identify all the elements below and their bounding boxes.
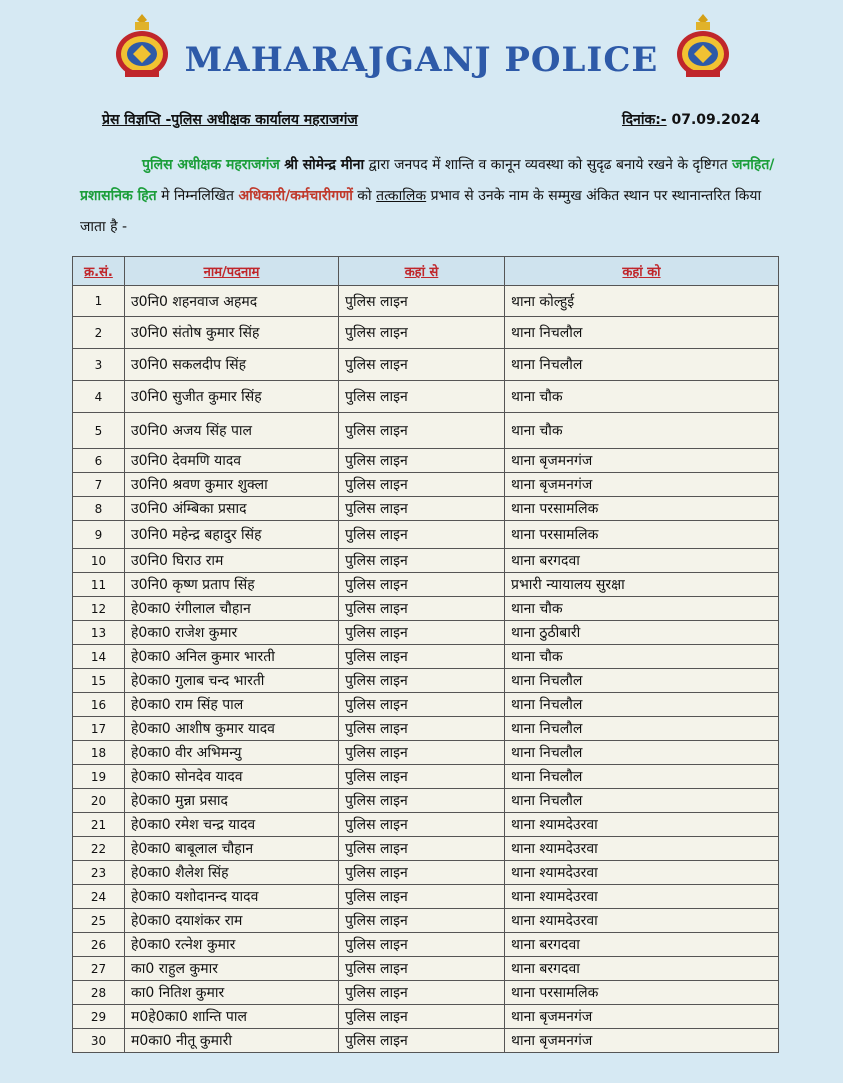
cell-name: हे0का0 रंगीलाल चौहान xyxy=(125,597,339,621)
cell-name: उ0नि0 देवमणि यादव xyxy=(125,449,339,473)
cell-from: पुलिस लाइन xyxy=(339,645,505,669)
col-header-to: कहां को xyxy=(505,257,779,286)
table-row xyxy=(73,741,779,765)
cell-name: म0हे0का0 शान्ति पाल xyxy=(125,1005,339,1029)
table-row xyxy=(73,286,779,317)
cell-serial: 17 xyxy=(73,717,125,741)
table-row xyxy=(73,837,779,861)
cell-serial: 13 xyxy=(73,621,125,645)
table-row xyxy=(73,789,779,813)
cell-to: थाना निचलौल xyxy=(505,765,779,789)
cell-serial: 10 xyxy=(73,549,125,573)
intro-public-interest: जनहित/प्रशासनिक हित xyxy=(80,157,775,204)
cell-to: थाना बरगदवा xyxy=(505,549,779,573)
cell-serial: 15 xyxy=(73,669,125,693)
table-body xyxy=(73,286,779,1053)
cell-from: पुलिस लाइन xyxy=(339,717,505,741)
cell-from: पुलिस लाइन xyxy=(339,286,505,317)
cell-serial: 11 xyxy=(73,573,125,597)
cell-from: पुलिस लाइन xyxy=(339,381,505,413)
cell-serial: 8 xyxy=(73,497,125,521)
cell-serial: 23 xyxy=(73,861,125,885)
page-header xyxy=(0,0,843,95)
cell-to: थाना बृजमनगंज xyxy=(505,1005,779,1029)
cell-serial: 3 xyxy=(73,349,125,381)
intro-sp-title: पुलिस अधीक्षक महराजगंज xyxy=(142,157,280,173)
cell-to: थाना निचलौल xyxy=(505,693,779,717)
table-row xyxy=(73,669,779,693)
cell-from: पुलिस लाइन xyxy=(339,693,505,717)
cell-name: म0का0 नीतू कुमारी xyxy=(125,1029,339,1053)
table-row xyxy=(73,981,779,1005)
table-row xyxy=(73,1029,779,1053)
cell-from: पुलिस लाइन xyxy=(339,549,505,573)
cell-name: उ0नि0 घिराउ राम xyxy=(125,549,339,573)
cell-to: थाना श्यामदेउरवा xyxy=(505,837,779,861)
cell-serial: 1 xyxy=(73,286,125,317)
cell-serial: 6 xyxy=(73,449,125,473)
cell-to: थाना कोल्हुई xyxy=(505,286,779,317)
cell-from: पुलिस लाइन xyxy=(339,597,505,621)
table-row xyxy=(73,909,779,933)
cell-name: हे0का0 वीर अभिमन्यु xyxy=(125,741,339,765)
cell-to: थाना श्यामदेउरवा xyxy=(505,861,779,885)
cell-name: हे0का0 राम सिंह पाल xyxy=(125,693,339,717)
cell-from: पुलिस लाइन xyxy=(339,765,505,789)
cell-from: पुलिस लाइन xyxy=(339,497,505,521)
cell-from: पुलिस लाइन xyxy=(339,669,505,693)
cell-to: थाना चौक xyxy=(505,597,779,621)
table-row xyxy=(73,933,779,957)
cell-from: पुलिस लाइन xyxy=(339,413,505,449)
cell-serial: 5 xyxy=(73,413,125,449)
cell-name: हे0का0 यशोदानन्द यादव xyxy=(125,885,339,909)
table-row xyxy=(73,621,779,645)
cell-serial: 29 xyxy=(73,1005,125,1029)
table-row xyxy=(73,349,779,381)
cell-name: उ0नि0 संतोष कुमार सिंह xyxy=(125,317,339,349)
table-row xyxy=(73,765,779,789)
cell-from: पुलिस लाइन xyxy=(339,789,505,813)
cell-name: हे0का0 गुलाब चन्द भारती xyxy=(125,669,339,693)
cell-to: थाना चौक xyxy=(505,645,779,669)
transfer-table xyxy=(72,256,779,1053)
page-title: MAHARAJGANJ POLICE xyxy=(184,40,659,80)
cell-serial: 9 xyxy=(73,521,125,549)
cell-to: थाना बृजमनगंज xyxy=(505,1029,779,1053)
cell-to: थाना चौक xyxy=(505,413,779,449)
cell-from: पुलिस लाइन xyxy=(339,861,505,885)
cell-serial: 30 xyxy=(73,1029,125,1053)
intro-text-2: मे निम्नलिखित xyxy=(161,188,234,204)
cell-name: उ0नि0 अंम्बिका प्रसाद xyxy=(125,497,339,521)
table-row xyxy=(73,549,779,573)
table-row xyxy=(73,521,779,549)
table-row xyxy=(73,413,779,449)
cell-from: पुलिस लाइन xyxy=(339,741,505,765)
cell-serial: 20 xyxy=(73,789,125,813)
intro-officers: अधिकारी/कर्मचारीगणों xyxy=(238,188,353,204)
table-row xyxy=(73,861,779,885)
cell-name: उ0नि0 सुजीत कुमार सिंह xyxy=(125,381,339,413)
cell-name: हे0का0 दयाशंकर राम xyxy=(125,909,339,933)
cell-to: थाना बृजमनगंज xyxy=(505,473,779,497)
cell-serial: 7 xyxy=(73,473,125,497)
cell-serial: 14 xyxy=(73,645,125,669)
cell-serial: 24 xyxy=(73,885,125,909)
cell-to: थाना बृजमनगंज xyxy=(505,449,779,473)
cell-name: उ0नि0 महेन्द्र बहादुर सिंह xyxy=(125,521,339,549)
cell-to: थाना निचलौल xyxy=(505,317,779,349)
cell-to: थाना श्यामदेउरवा xyxy=(505,813,779,837)
cell-from: पुलिस लाइन xyxy=(339,473,505,497)
cell-to: प्रभारी न्यायालय सुरक्षा xyxy=(505,573,779,597)
cell-serial: 12 xyxy=(73,597,125,621)
cell-from: पुलिस लाइन xyxy=(339,981,505,1005)
cell-name: हे0का0 राजेश कुमार xyxy=(125,621,339,645)
cell-serial: 4 xyxy=(73,381,125,413)
cell-from: पुलिस लाइन xyxy=(339,317,505,349)
col-header-serial: क्र.सं. xyxy=(73,257,125,286)
intro-paragraph xyxy=(80,150,780,243)
table-row xyxy=(73,473,779,497)
cell-from: पुलिस लाइन xyxy=(339,521,505,549)
cell-serial: 21 xyxy=(73,813,125,837)
cell-name: उ0नि0 श्रवण कुमार शुक्ला xyxy=(125,473,339,497)
cell-to: थाना निचलौल xyxy=(505,669,779,693)
date-value: 07.09.2024 xyxy=(671,112,761,128)
cell-serial: 25 xyxy=(73,909,125,933)
cell-to: थाना परसामलिक xyxy=(505,521,779,549)
cell-from: पुलिस लाइन xyxy=(339,1005,505,1029)
release-date xyxy=(622,110,760,129)
cell-name: हे0का0 रत्नेश कुमार xyxy=(125,933,339,957)
cell-name: हे0का0 सोनदेव यादव xyxy=(125,765,339,789)
cell-from: पुलिस लाइन xyxy=(339,837,505,861)
col-header-name: नाम/पदनाम xyxy=(125,257,339,286)
cell-to: थाना बरगदवा xyxy=(505,957,779,981)
cell-name: का0 नितिश कुमार xyxy=(125,981,339,1005)
cell-serial: 27 xyxy=(73,957,125,981)
cell-name: हे0का0 अनिल कुमार भारती xyxy=(125,645,339,669)
cell-to: थाना परसामलिक xyxy=(505,981,779,1005)
cell-to: थाना निचलौल xyxy=(505,789,779,813)
cell-from: पुलिस लाइन xyxy=(339,885,505,909)
police-emblem-icon xyxy=(672,10,734,80)
cell-from: पुलिस लाइन xyxy=(339,813,505,837)
intro-immediate: तत्कालिक xyxy=(376,188,427,204)
cell-from: पुलिस लाइन xyxy=(339,1029,505,1053)
cell-to: थाना बरगदवा xyxy=(505,933,779,957)
cell-from: पुलिस लाइन xyxy=(339,573,505,597)
table-header-row xyxy=(73,257,779,286)
table-row xyxy=(73,957,779,981)
cell-to: थाना निचलौल xyxy=(505,717,779,741)
intro-text-1: द्वारा जनपद में शान्ति व कानून व्यवस्था को सुदृढ बनाये रखने के दृष्टिगत xyxy=(368,157,728,173)
col-header-from: कहां से xyxy=(339,257,505,286)
table-row xyxy=(73,449,779,473)
cell-to: थाना श्यामदेउरवा xyxy=(505,909,779,933)
table-row xyxy=(73,693,779,717)
cell-name: हे0का0 रमेश चन्द्र यादव xyxy=(125,813,339,837)
cell-from: पुलिस लाइन xyxy=(339,909,505,933)
cell-serial: 19 xyxy=(73,765,125,789)
table-row xyxy=(73,497,779,521)
cell-from: पुलिस लाइन xyxy=(339,957,505,981)
cell-name: हे0का0 मुन्ना प्रसाद xyxy=(125,789,339,813)
date-label: दिनांक:- xyxy=(622,112,667,128)
table-row xyxy=(73,813,779,837)
cell-from: पुलिस लाइन xyxy=(339,449,505,473)
intro-text-4: प्रभाव से उनके नाम के सम्मुख अंकित स्थान पर स्थानान्तरित किया जाता है - xyxy=(80,188,762,235)
cell-to: थाना परसामलिक xyxy=(505,497,779,521)
cell-name: उ0नि0 सकलदीप सिंह xyxy=(125,349,339,381)
cell-to: थाना निचलौल xyxy=(505,349,779,381)
cell-name: उ0नि0 अजय सिंह पाल xyxy=(125,413,339,449)
table-row xyxy=(73,717,779,741)
cell-name: हे0का0 शैलेश सिंह xyxy=(125,861,339,885)
table-row xyxy=(73,317,779,349)
cell-serial: 22 xyxy=(73,837,125,861)
cell-to: थाना चौक xyxy=(505,381,779,413)
cell-from: पुलिस लाइन xyxy=(339,349,505,381)
cell-name: उ0नि0 कृष्ण प्रताप सिंह xyxy=(125,573,339,597)
cell-to: थाना श्यामदेउरवा xyxy=(505,885,779,909)
cell-serial: 18 xyxy=(73,741,125,765)
cell-from: पुलिस लाइन xyxy=(339,933,505,957)
table-row xyxy=(73,597,779,621)
cell-from: पुलिस लाइन xyxy=(339,621,505,645)
table-row xyxy=(73,1005,779,1029)
table-row xyxy=(73,645,779,669)
cell-name: हे0का0 आशीष कुमार यादव xyxy=(125,717,339,741)
table-row xyxy=(73,885,779,909)
cell-serial: 26 xyxy=(73,933,125,957)
table-row xyxy=(73,381,779,413)
cell-to: थाना ठुठीबारी xyxy=(505,621,779,645)
cell-name: हे0का0 बाबूलाल चौहान xyxy=(125,837,339,861)
cell-serial: 28 xyxy=(73,981,125,1005)
intro-sp-name: श्री सोमेन्द्र मीना xyxy=(284,157,365,173)
cell-serial: 2 xyxy=(73,317,125,349)
cell-to: थाना निचलौल xyxy=(505,741,779,765)
table-row xyxy=(73,573,779,597)
intro-text-3: को xyxy=(357,188,372,204)
cell-name: का0 राहुल कुमार xyxy=(125,957,339,981)
cell-serial: 16 xyxy=(73,693,125,717)
cell-name: उ0नि0 शहनवाज अहमद xyxy=(125,286,339,317)
press-release-heading: प्रेस विज्ञप्ति -पुलिस अधीक्षक कार्यालय महराजगंज xyxy=(102,112,358,128)
